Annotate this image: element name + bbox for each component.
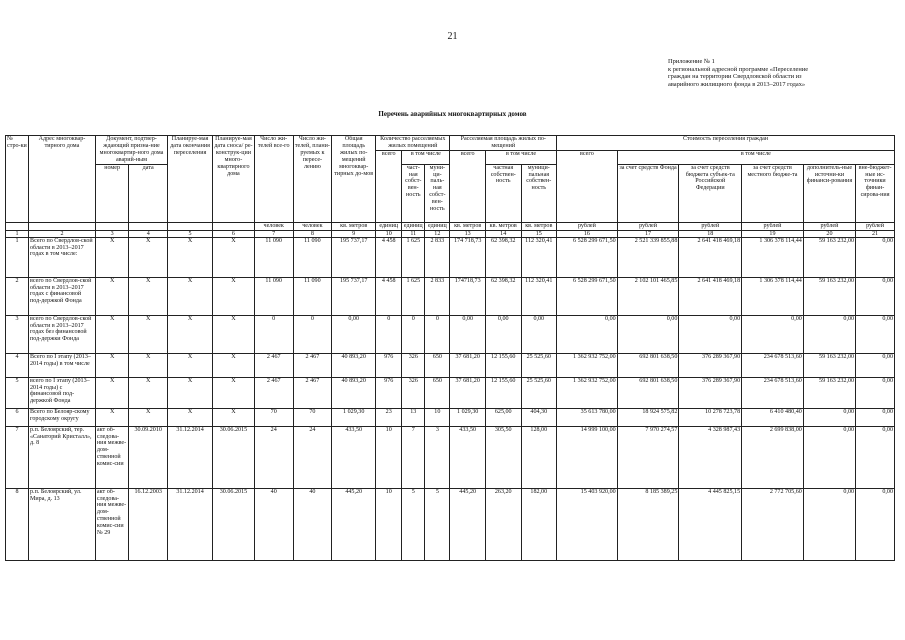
table-cell: всего по Свердлов-ской области в 2013–2017 годах без финансовой под-держки Фонда (29, 315, 96, 353)
units-row (6, 222, 895, 230)
header-rooms-count: Количество расселяемых жилых помещений (376, 136, 450, 151)
table-cell: X (95, 315, 128, 353)
table-cell: акт об-следова-ния межве-дом-ственной комис-сии (95, 426, 128, 488)
table-body (6, 237, 895, 560)
column-index-cell: 5 (168, 230, 213, 237)
table-cell: X (213, 315, 255, 353)
emergency-buildings-table (5, 135, 895, 561)
units-cell (168, 222, 213, 230)
column-index-cell: 11 (402, 230, 425, 237)
units-cell (29, 222, 96, 230)
table-cell: 3 (425, 426, 450, 488)
column-index-cell: 8 (293, 230, 332, 237)
table-cell: 10 (425, 408, 450, 426)
table-cell: 0,00 (679, 315, 742, 353)
appendix-line: граждан на территории Свердловской области из (668, 73, 802, 81)
table-cell: X (168, 315, 213, 353)
units-cell: кв. метров (521, 222, 557, 230)
table-cell: 445,20 (450, 488, 486, 560)
header-cost-extra: дополнитель-ные источни-ки финанси-рования (803, 164, 855, 222)
column-index-cell: 12 (425, 230, 450, 237)
header-document: Документ, подтвер-ждающий призна-ние многоквартир-ного дома аварий-ным (95, 136, 167, 165)
table-cell: 4 458 (376, 277, 402, 315)
table-cell: 40 (293, 488, 332, 560)
table-cell: 6 410 480,40 (742, 408, 804, 426)
table-cell: р.п. Белоярский, ул. Мира, д. 13 (29, 488, 96, 560)
table-cell: 1 306 378 114,44 (742, 277, 804, 315)
header-address: Адрес многоквар-тирного дома (29, 136, 96, 223)
header-no: № стро-ки (6, 136, 29, 223)
units-cell: человек (254, 222, 293, 230)
table-cell: всего по Свердлов-ской области в 2013–2017 годах с финансовой под-держкой Фонда (29, 277, 96, 315)
table-cell: 5 (6, 377, 29, 408)
table-cell: X (129, 353, 168, 377)
table-cell: X (95, 377, 128, 408)
table-cell: 11 090 (254, 277, 293, 315)
column-index-cell: 10 (376, 230, 402, 237)
table-cell: X (129, 315, 168, 353)
table-row (6, 237, 895, 277)
table-cell: 5 (402, 488, 425, 560)
table-cell: 0,00 (332, 315, 376, 353)
units-cell: единиц (376, 222, 402, 230)
table-cell: 12 155,60 (485, 353, 521, 377)
table-cell: X (95, 353, 128, 377)
units-cell: рублей (617, 222, 679, 230)
table-cell: 195 737,17 (332, 277, 376, 315)
header-area-total: всего (450, 151, 486, 223)
units-cell: рублей (803, 222, 855, 230)
units-cell (95, 222, 128, 230)
table-cell: 650 (425, 353, 450, 377)
table-cell: 12 155,60 (485, 377, 521, 408)
table-cell: 0,00 (856, 315, 895, 353)
column-index-cell: 9 (332, 230, 376, 237)
table-cell: 0,00 (803, 488, 855, 560)
table-cell: 0,00 (485, 315, 521, 353)
table-cell: 0,00 (856, 426, 895, 488)
units-cell: рублей (679, 222, 742, 230)
table-cell: 70 (293, 408, 332, 426)
table-cell: 174718,73 (450, 277, 486, 315)
table-cell: 2 (6, 277, 29, 315)
table-cell: 7 (6, 426, 29, 488)
table-cell: 112 320,41 (521, 277, 557, 315)
table-cell: 2 641 418 469,18 (679, 237, 742, 277)
table-cell: 0 (402, 315, 425, 353)
table-row (6, 426, 895, 488)
table-cell: 30.09.2010 (129, 426, 168, 488)
table-cell: 0,00 (450, 315, 486, 353)
table-cell: X (129, 237, 168, 277)
header-rooms-private: част-ная собст-вен-ность (402, 164, 425, 222)
table-cell: X (129, 277, 168, 315)
table-cell: 0,00 (617, 315, 679, 353)
table-cell: X (129, 377, 168, 408)
table-cell: 59 163 232,00 (803, 353, 855, 377)
table-cell: 4 328 987,43 (679, 426, 742, 488)
header-cost-local: за счет средств местного бюдже-та (742, 164, 804, 222)
table-cell: акт об-следова-ния межве-дом-ственной комис-сии № 29 (95, 488, 128, 560)
column-index-cell: 18 (679, 230, 742, 237)
table-cell: 25 525,60 (521, 353, 557, 377)
table-cell: 0,00 (803, 426, 855, 488)
table-cell: 404,30 (521, 408, 557, 426)
table-cell: 24 (254, 426, 293, 488)
table-cell: X (213, 408, 255, 426)
table-cell: X (95, 237, 128, 277)
table-cell: 1 029,30 (450, 408, 486, 426)
table-cell: 305,50 (485, 426, 521, 488)
table-cell: 18 924 575,82 (617, 408, 679, 426)
table-cell: 10 (376, 488, 402, 560)
table-row (6, 408, 895, 426)
table-cell: 445,20 (332, 488, 376, 560)
table-cell: 692 801 638,50 (617, 353, 679, 377)
table-cell: 6 528 299 671,50 (557, 237, 618, 277)
table-cell: 2 467 (293, 353, 332, 377)
table-cell: 62 398,32 (485, 237, 521, 277)
table-cell: 62 398,32 (485, 277, 521, 315)
table-cell: 2 641 418 469,18 (679, 277, 742, 315)
table-cell: 11 090 (293, 237, 332, 277)
units-cell: кв. метров (450, 222, 486, 230)
table-cell: Всего по I этапу (2013–2014 годы) в том числе (29, 353, 96, 377)
table-cell: 182,00 (521, 488, 557, 560)
table-cell: 976 (376, 377, 402, 408)
table-cell: 40 (254, 488, 293, 560)
column-index-cell: 16 (557, 230, 618, 237)
appendix-line: аварийного жилищного фонда в 2013–2017 годах» (668, 80, 806, 88)
table-cell: 692 801 638,50 (617, 377, 679, 408)
table-row (6, 277, 895, 315)
table-cell: 1 625 (402, 277, 425, 315)
table-cell: 5 (425, 488, 450, 560)
table-cell: 40 893,20 (332, 353, 376, 377)
table-cell: 2 467 (254, 353, 293, 377)
table-cell: всего по I этапу (2013–2014 годы) с финансовой под-держкой Фонда (29, 377, 96, 408)
table-cell: 376 289 367,90 (679, 377, 742, 408)
table-cell: 13 (402, 408, 425, 426)
table-cell: 650 (425, 377, 450, 408)
table-cell: X (95, 277, 128, 315)
table-cell: 0 (425, 315, 450, 353)
table-cell: X (168, 353, 213, 377)
table-cell: 1 306 378 114,44 (742, 237, 804, 277)
table-cell: 976 (376, 353, 402, 377)
header-rooms-municipal: муни-ци-паль-ная собст-вен-ность (425, 164, 450, 222)
header-cost-total: всего (557, 151, 618, 223)
table-cell: 6 528 299 671,50 (557, 277, 618, 315)
header-area-municipal: муници-пальная собствен-ность (521, 164, 557, 222)
table-cell: 0,00 (856, 277, 895, 315)
table-cell: X (168, 237, 213, 277)
table-row (6, 377, 895, 408)
table-cell: 6 (6, 408, 29, 426)
table-cell: 0,00 (856, 488, 895, 560)
units-cell: единиц (425, 222, 450, 230)
table-cell: 4 445 825,15 (679, 488, 742, 560)
table-cell: 10 (376, 426, 402, 488)
units-cell (6, 222, 29, 230)
units-cell: кв. метров (332, 222, 376, 230)
table-cell: 16.12.2003 (129, 488, 168, 560)
table-cell: 263,20 (485, 488, 521, 560)
table-cell: 0 (293, 315, 332, 353)
table-cell: 30.06.2015 (213, 426, 255, 488)
table-cell: 1 362 932 752,00 (557, 377, 618, 408)
header-cost-nonbudget: вне-бюджет-ные ис-точники финан-сирова-ния (856, 164, 895, 222)
units-cell: рублей (557, 222, 618, 230)
table-cell: 1 362 932 752,00 (557, 353, 618, 377)
table-cell: 2 521 339 855,88 (617, 237, 679, 277)
header-planned-end: Планируе-мая дата окончания переселения (168, 136, 213, 223)
table-cell: X (168, 408, 213, 426)
table-cell: 0 (254, 315, 293, 353)
table-cell: 234 678 513,60 (742, 377, 804, 408)
table-cell: 0,00 (856, 353, 895, 377)
column-index-cell: 15 (521, 230, 557, 237)
table-row (6, 488, 895, 560)
table-cell: 7 (402, 426, 425, 488)
table-cell: X (168, 277, 213, 315)
table-cell: 128,00 (521, 426, 557, 488)
table-cell: X (213, 353, 255, 377)
table-cell: X (213, 277, 255, 315)
table-cell: 0,00 (557, 315, 618, 353)
table-cell: 8 (6, 488, 29, 560)
units-cell: человек (293, 222, 332, 230)
header-cost-including: в том числе (617, 151, 894, 165)
table-cell: 433,50 (450, 426, 486, 488)
units-cell (213, 222, 255, 230)
table-cell: 625,00 (485, 408, 521, 426)
table-cell: 0,00 (856, 408, 895, 426)
table-cell: 0 (376, 315, 402, 353)
table-cell: 15 403 920,00 (557, 488, 618, 560)
column-index-cell: 2 (29, 230, 96, 237)
appendix-line: к региональной адресной программе «Переселение (668, 65, 809, 73)
table-cell: 59 163 232,00 (803, 237, 855, 277)
header-cost-regional: за счет средств бюджета субъек-та Российской Федерации (679, 164, 742, 222)
table-cell: 24 (293, 426, 332, 488)
table-cell: 1 (6, 237, 29, 277)
table-cell: 40 893,20 (332, 377, 376, 408)
table-cell: 376 289 367,90 (679, 353, 742, 377)
table-cell: 0,00 (803, 408, 855, 426)
table-cell: 23 (376, 408, 402, 426)
column-index-cell: 6 (213, 230, 255, 237)
table-row (6, 315, 895, 353)
page-number: 21 (447, 31, 458, 42)
header-residents-planned: Число жи-телей, плани-руемых к пересе-лению (293, 136, 332, 223)
table-cell: 11 090 (293, 277, 332, 315)
table-cell: 234 678 513,60 (742, 353, 804, 377)
column-index-cell: 3 (95, 230, 128, 237)
table-cell: 326 (402, 377, 425, 408)
table-cell: 2 833 (425, 277, 450, 315)
header-rooms-total: всего (376, 151, 402, 223)
table-cell: 7 970 274,57 (617, 426, 679, 488)
appendix-line: Приложение № 1 (668, 58, 715, 65)
header-residents-total: Число жи-телей все-го (254, 136, 293, 223)
column-index-cell: 1 (6, 230, 29, 237)
column-index-cell: 14 (485, 230, 521, 237)
table-cell: 37 681,20 (450, 377, 486, 408)
table-cell: X (213, 237, 255, 277)
table-cell: 0,00 (856, 377, 895, 408)
table-cell: X (213, 377, 255, 408)
column-index-cell: 21 (856, 230, 895, 237)
table-cell: 433,50 (332, 426, 376, 488)
units-cell (129, 222, 168, 230)
table-cell: 2 467 (254, 377, 293, 408)
table-cell: 8 185 389,25 (617, 488, 679, 560)
table-cell: 11 090 (254, 237, 293, 277)
table-cell: 2 102 101 465,85 (617, 277, 679, 315)
table-cell: 0,00 (742, 315, 804, 353)
table-cell: р.п. Белоярский, тер. «Санаторий Кристалл», д. 8 (29, 426, 96, 488)
table-cell: 59 163 232,00 (803, 377, 855, 408)
table-cell: X (95, 408, 128, 426)
table-cell: 4 458 (376, 237, 402, 277)
column-index-cell: 17 (617, 230, 679, 237)
units-cell: кв. метров (485, 222, 521, 230)
table-cell: 1 029,30 (332, 408, 376, 426)
table-row (6, 353, 895, 377)
appendix-note (668, 58, 903, 88)
units-cell: рублей (742, 222, 804, 230)
table-cell: 30.06.2015 (213, 488, 255, 560)
table-cell: Всего по Свердлов-ской области в 2013–2017 годах в том числе: (29, 237, 96, 277)
header-cost-fund: за счет средств Фонда (617, 164, 679, 222)
document-title: Перечень аварийных многоквартирных домов (378, 110, 527, 118)
table-cell: 70 (254, 408, 293, 426)
header-doc-number: номер (95, 164, 128, 222)
header-rooms-including: в том числе (402, 151, 450, 165)
table-cell: 174 718,73 (450, 237, 486, 277)
table-cell: 14 999 100,00 (557, 426, 618, 488)
column-index-cell: 13 (450, 230, 486, 237)
table-cell: 2 699 838,00 (742, 426, 804, 488)
table-cell: 3 (6, 315, 29, 353)
table-cell: 2 467 (293, 377, 332, 408)
table-cell: 0,00 (803, 315, 855, 353)
table-cell: 4 (6, 353, 29, 377)
table-cell: Всего по Белояр-скому городскому округу (29, 408, 96, 426)
table-cell: 1 625 (402, 237, 425, 277)
table-cell: X (168, 377, 213, 408)
table-cell: 25 525,60 (521, 377, 557, 408)
column-index-cell: 20 (803, 230, 855, 237)
table-cell: 10 278 723,78 (679, 408, 742, 426)
table-cell: 35 613 780,00 (557, 408, 618, 426)
column-index-row (6, 230, 895, 237)
header-area-group: Расселяемая площадь жилых по-мещений (450, 136, 557, 151)
table-cell: 112 320,41 (521, 237, 557, 277)
table-cell: 0,00 (856, 237, 895, 277)
header-total-area: Общая площадь жилых по-мещений многоквар-тирных до-мов (332, 136, 376, 223)
units-cell: единиц (402, 222, 425, 230)
table-cell: 37 681,20 (450, 353, 486, 377)
units-cell: рублей (856, 222, 895, 230)
table-cell: 59 163 232,00 (803, 277, 855, 315)
header-area-private: частная собствен-ность (485, 164, 521, 222)
column-index-cell: 19 (742, 230, 804, 237)
table-cell: X (129, 408, 168, 426)
table-cell: 2 772 705,60 (742, 488, 804, 560)
column-index-cell: 7 (254, 230, 293, 237)
header-area-including: в том числе (485, 151, 556, 165)
table-cell: 326 (402, 353, 425, 377)
table-cell: 2 833 (425, 237, 450, 277)
header-cost-group: Стоимость переселения граждан (557, 136, 895, 151)
table-cell: 31.12.2014 (168, 426, 213, 488)
table-cell: 195 737,17 (332, 237, 376, 277)
table-cell: 31.12.2014 (168, 488, 213, 560)
table-cell: 0,00 (521, 315, 557, 353)
column-index-cell: 4 (129, 230, 168, 237)
header-doc-date: дата (129, 164, 168, 222)
header-planned-demolish: Планируе-мая дата сноса/ ре-конструк-ции много-квартирного дома (213, 136, 255, 223)
